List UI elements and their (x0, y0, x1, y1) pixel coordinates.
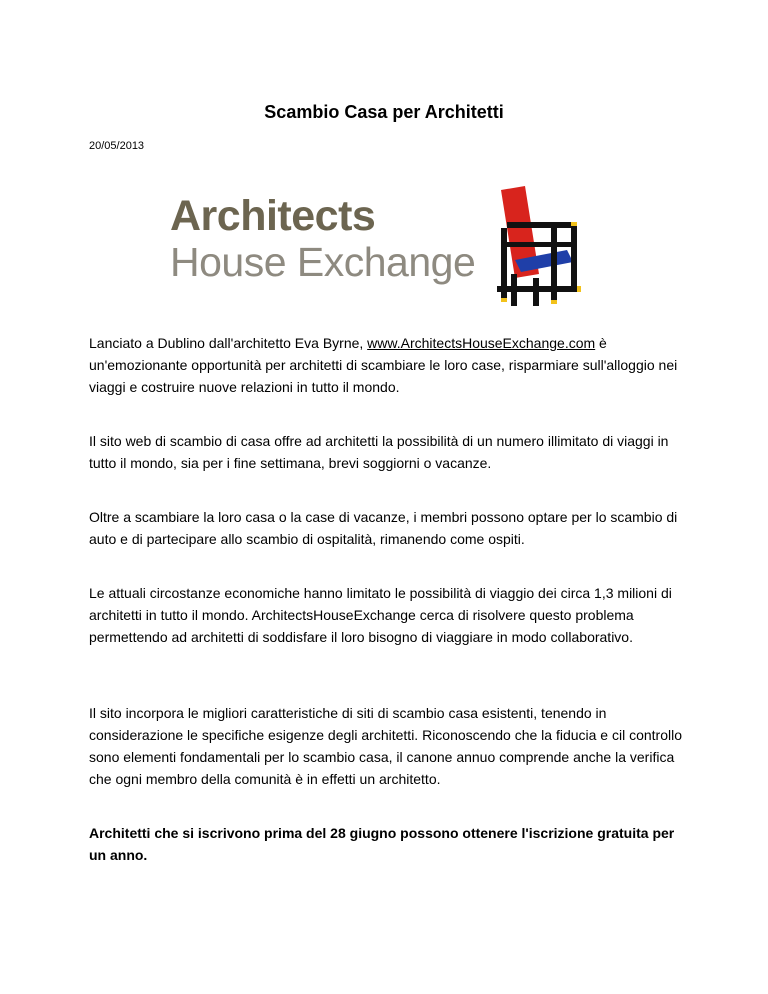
paragraph-free-membership-offer: Architetti che si iscrivono prima del 28 giugno possono ottenere l'iscrizione gratuita per un anno. (89, 825, 675, 863)
chair-yellow-tip-3 (571, 222, 577, 226)
architects-house-exchange-logo (160, 182, 590, 312)
paragraph-intro (89, 332, 689, 398)
architects-house-exchange-link[interactable]: www.ArchitectsHouseExchange.com (367, 335, 596, 351)
page-title: Scambio Casa per Architetti (264, 102, 504, 122)
chair-frame-leg-right (533, 278, 539, 306)
logo-text-architects: Architects (170, 192, 376, 240)
paragraph-intro-text-after: è un'emozionante opportunità per architetti di scambiare le loro case, risparmiare sull'alloggio nei viaggi e costruire nuove relazioni in tutto il mondo. (89, 335, 678, 395)
paragraph-economic-circumstances: Le attuali circostanze economiche hanno limitato le possibilità di viaggio dei circa 1,3 milioni di architetti in tutto il mondo. ArchitectsHouseExchange cerca di risolvere questo problema permettendo ad architetti di soddisfare il loro bisogno di viaggiare in modo collaborativo. (89, 585, 672, 645)
paragraph-intro-text-before: Lanciato a Dublino dall'architetto Eva Byrne, (89, 335, 368, 351)
chair-frame-leg-left (511, 274, 517, 306)
chair-frame-front-post (551, 228, 557, 304)
chair-frame-back-post (571, 228, 577, 288)
chair-yellow-tip-2 (551, 300, 557, 304)
chair-yellow-tip-1 (501, 298, 507, 302)
chair-yellow-tip-4 (577, 286, 581, 292)
chair-frame-mid-rail (503, 242, 573, 247)
chair-frame-top-arm (507, 222, 577, 228)
logo-text-house-exchange: House Exchange (170, 239, 476, 285)
publish-date: 20/05/2013 (89, 140, 145, 152)
paragraph-exchange-options: Oltre a scambiare la loro casa o la case di vacanze, i membri possono optare per lo scambio di auto e di partecipare allo scambio di ospitalità, rimanendo come ospiti. (89, 509, 678, 547)
red-blue-chair-icon (473, 182, 588, 310)
paragraph-site-features: Il sito incorpora le migliori caratteristiche di siti di scambio casa esistenti, tenendo in considerazione le specifiche esigenze degli architetti. Riconoscendo che la fiducia e cil controllo sono elementi fondamentali per lo scambio casa, il canone annuo comprende anche la verifica che ogni membro della comunità è in effetti un architetto. (89, 705, 683, 787)
paragraph-website: Il sito web di scambio di casa offre ad architetti la possibilità di un numero illimitato di viaggi in tutto il mondo, sia per i fine settimana, brevi soggiorni o vacanze. (89, 433, 669, 471)
